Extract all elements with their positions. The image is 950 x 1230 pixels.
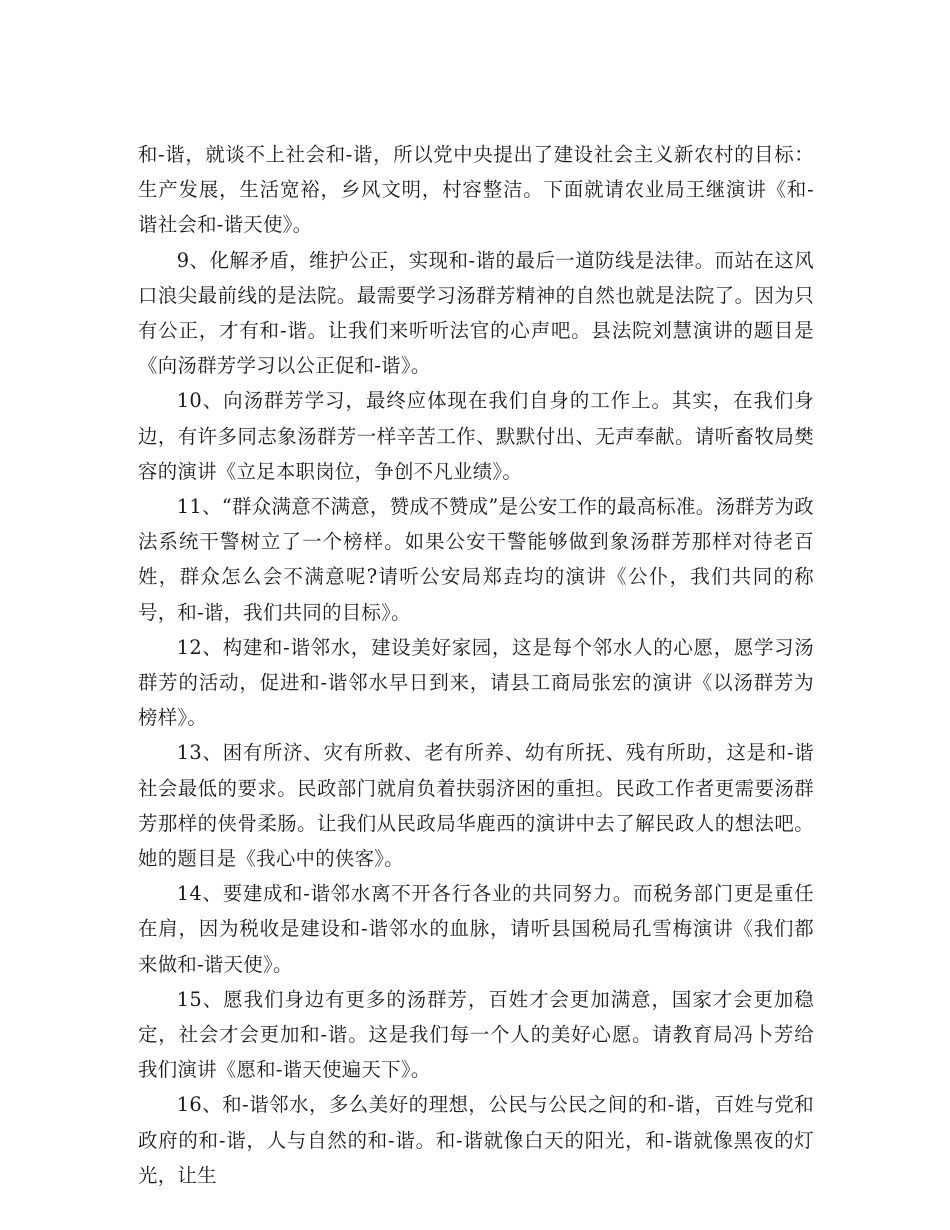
paragraph-12: 12、构建和-谐邻水，建设美好家园，这是每个邻水人的心愿，愿学习汤群芳的活动，促进和-谐邻水早日到来，请县工商局张宏的演讲《以汤群芳为榜样》。 xyxy=(138,635,814,730)
paragraph-10: 10、向汤群芳学习，最终应体现在我们自身的工作上。其实，在我们身边，有许多同志象汤群芳一样辛苦工作、默默付出、无声奉献。请听畜牧局樊容的演讲《立足本职岗位，争创不凡业绩》。 xyxy=(138,389,814,483)
paragraph-9: 9、化解矛盾，维护公正，实现和-谐的最后一道防线是法律。而站在这风口浪尖最前线的是法院。最需要学习汤群芳精神的自然也就是法院了。因为只有公正，才有和-谐。让我们来听听法官的心声吧。县法院刘慧演讲的题目是《向汤群芳学习以公正促和-谐》。 xyxy=(138,248,814,378)
document-body xyxy=(138,137,814,1193)
paragraph-8-continued: 和-谐，就谈不上社会和-谐，所以党中央提出了建设社会主义新农村的目标：生产发展，生活宽裕，乡风文明，村容整洁。下面就请农业局王继演讲《和-谐社会和-谐天使》。 xyxy=(138,143,814,237)
paragraph-14: 14、要建成和-谐邻水离不开各行各业的共同努力。而税务部门更是重任在肩，因为税收是建设和-谐邻水的血脉，请听县国税局孔雪梅演讲《我们都来做和-谐天使》。 xyxy=(138,882,814,976)
paragraph-13: 13、困有所济、灾有所救、老有所养、幼有所抚、残有所助，这是和-谐社会最低的要求。民政部门就肩负着扶弱济困的重担。民政工作者更需要汤群芳那样的侠骨柔肠。让我们从民政局华鹿西的演讲中去了解民政人的想法吧。她的题目是《我心中的侠客》。 xyxy=(138,741,814,871)
paragraph-15: 15、愿我们身边有更多的汤群芳，百姓才会更加满意，国家才会更加稳定，社会才会更加和-谐。这是我们每一个人的美好心愿。请教育局冯卜芳给我们演讲《愿和-谐天使遍天下》。 xyxy=(138,987,814,1082)
paragraph-11: 11、“群众满意不满意，赞成不赞成”是公安工作的最高标准。汤群芳为政法系统干警树立了一个榜样。如果公安干警能够做到象汤群芳那样对待老百姓，群众怎么会不满意呢?请听公安局郑垚均的演讲《公仆，我们共同的称号，和-谐，我们共同的目标》。 xyxy=(138,495,814,624)
paragraph-16: 16、和-谐邻水，多么美好的理想，公民与公民之间的和-谐，百姓与党和政府的和-谐，人与自然的和-谐。和-谐就像白天的阳光，和-谐就像黑夜的灯光，让生 xyxy=(138,1093,814,1187)
